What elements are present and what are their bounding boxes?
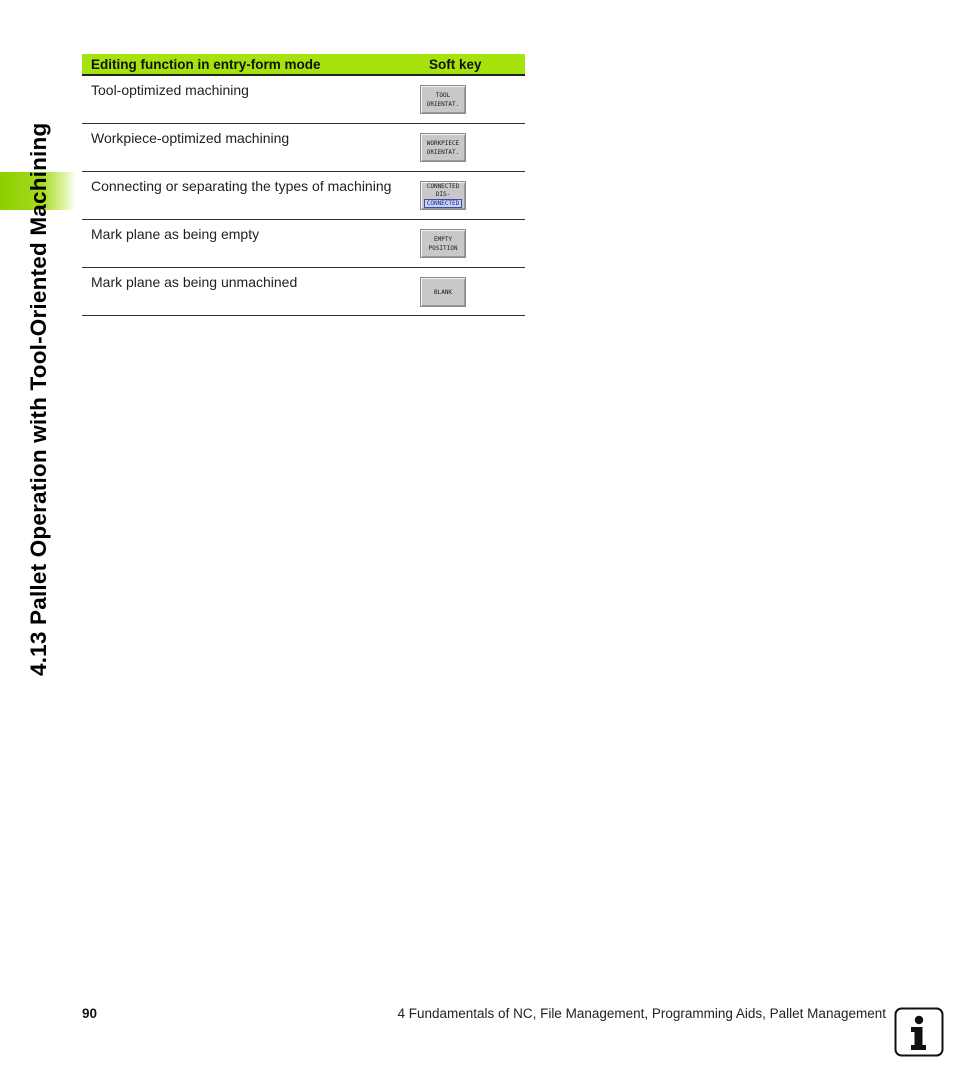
chapter-title: 4 Fundamentals of NC, File Management, Programming Aids, Pallet Management — [397, 1006, 886, 1021]
row-description: Mark plane as being unmachined — [91, 274, 298, 290]
header-function: Editing function in entry-form mode — [91, 56, 321, 72]
blank-softkey[interactable] — [420, 277, 466, 307]
page-number: 90 — [82, 1006, 98, 1021]
workpiece-orientat-softkey[interactable] — [420, 133, 466, 162]
table-row — [82, 268, 525, 316]
section-title: 4.13 Pallet Operation with Tool-Oriented Machining — [26, 122, 51, 676]
table-header — [82, 54, 525, 76]
empty-position-softkey[interactable] — [420, 229, 466, 258]
softkey-line: ORIENTAT. — [426, 148, 460, 156]
softkey-line: ORIENTAT. — [426, 100, 460, 108]
softkey-line: CONNECTED — [426, 183, 460, 190]
row-description: Connecting or separating the types of machining — [91, 178, 392, 194]
row-description: Workpiece-optimized machining — [91, 130, 290, 146]
softkey-active-state: CONNECTED — [424, 199, 463, 208]
softkey-line: DIS- — [435, 191, 451, 198]
softkey-line: BLANK — [433, 288, 453, 296]
info-icon — [894, 1007, 944, 1057]
table-row — [82, 220, 525, 268]
row-description: Mark plane as being empty — [91, 226, 260, 242]
softkey-line: POSITION — [428, 244, 458, 252]
softkey-table — [82, 54, 525, 316]
softkey-line: EMPTY — [433, 235, 453, 243]
tool-orientat-softkey[interactable] — [420, 85, 466, 114]
row-description: Tool-optimized machining — [91, 82, 249, 98]
softkey-line: TOOL — [435, 91, 451, 99]
softkey-line: WORKPIECE — [426, 139, 460, 147]
table-row — [82, 172, 525, 220]
connected-disconnected-softkey[interactable] — [420, 181, 466, 210]
table-row — [82, 124, 525, 172]
table-row — [82, 76, 525, 124]
header-soft-key: Soft key — [429, 56, 482, 72]
